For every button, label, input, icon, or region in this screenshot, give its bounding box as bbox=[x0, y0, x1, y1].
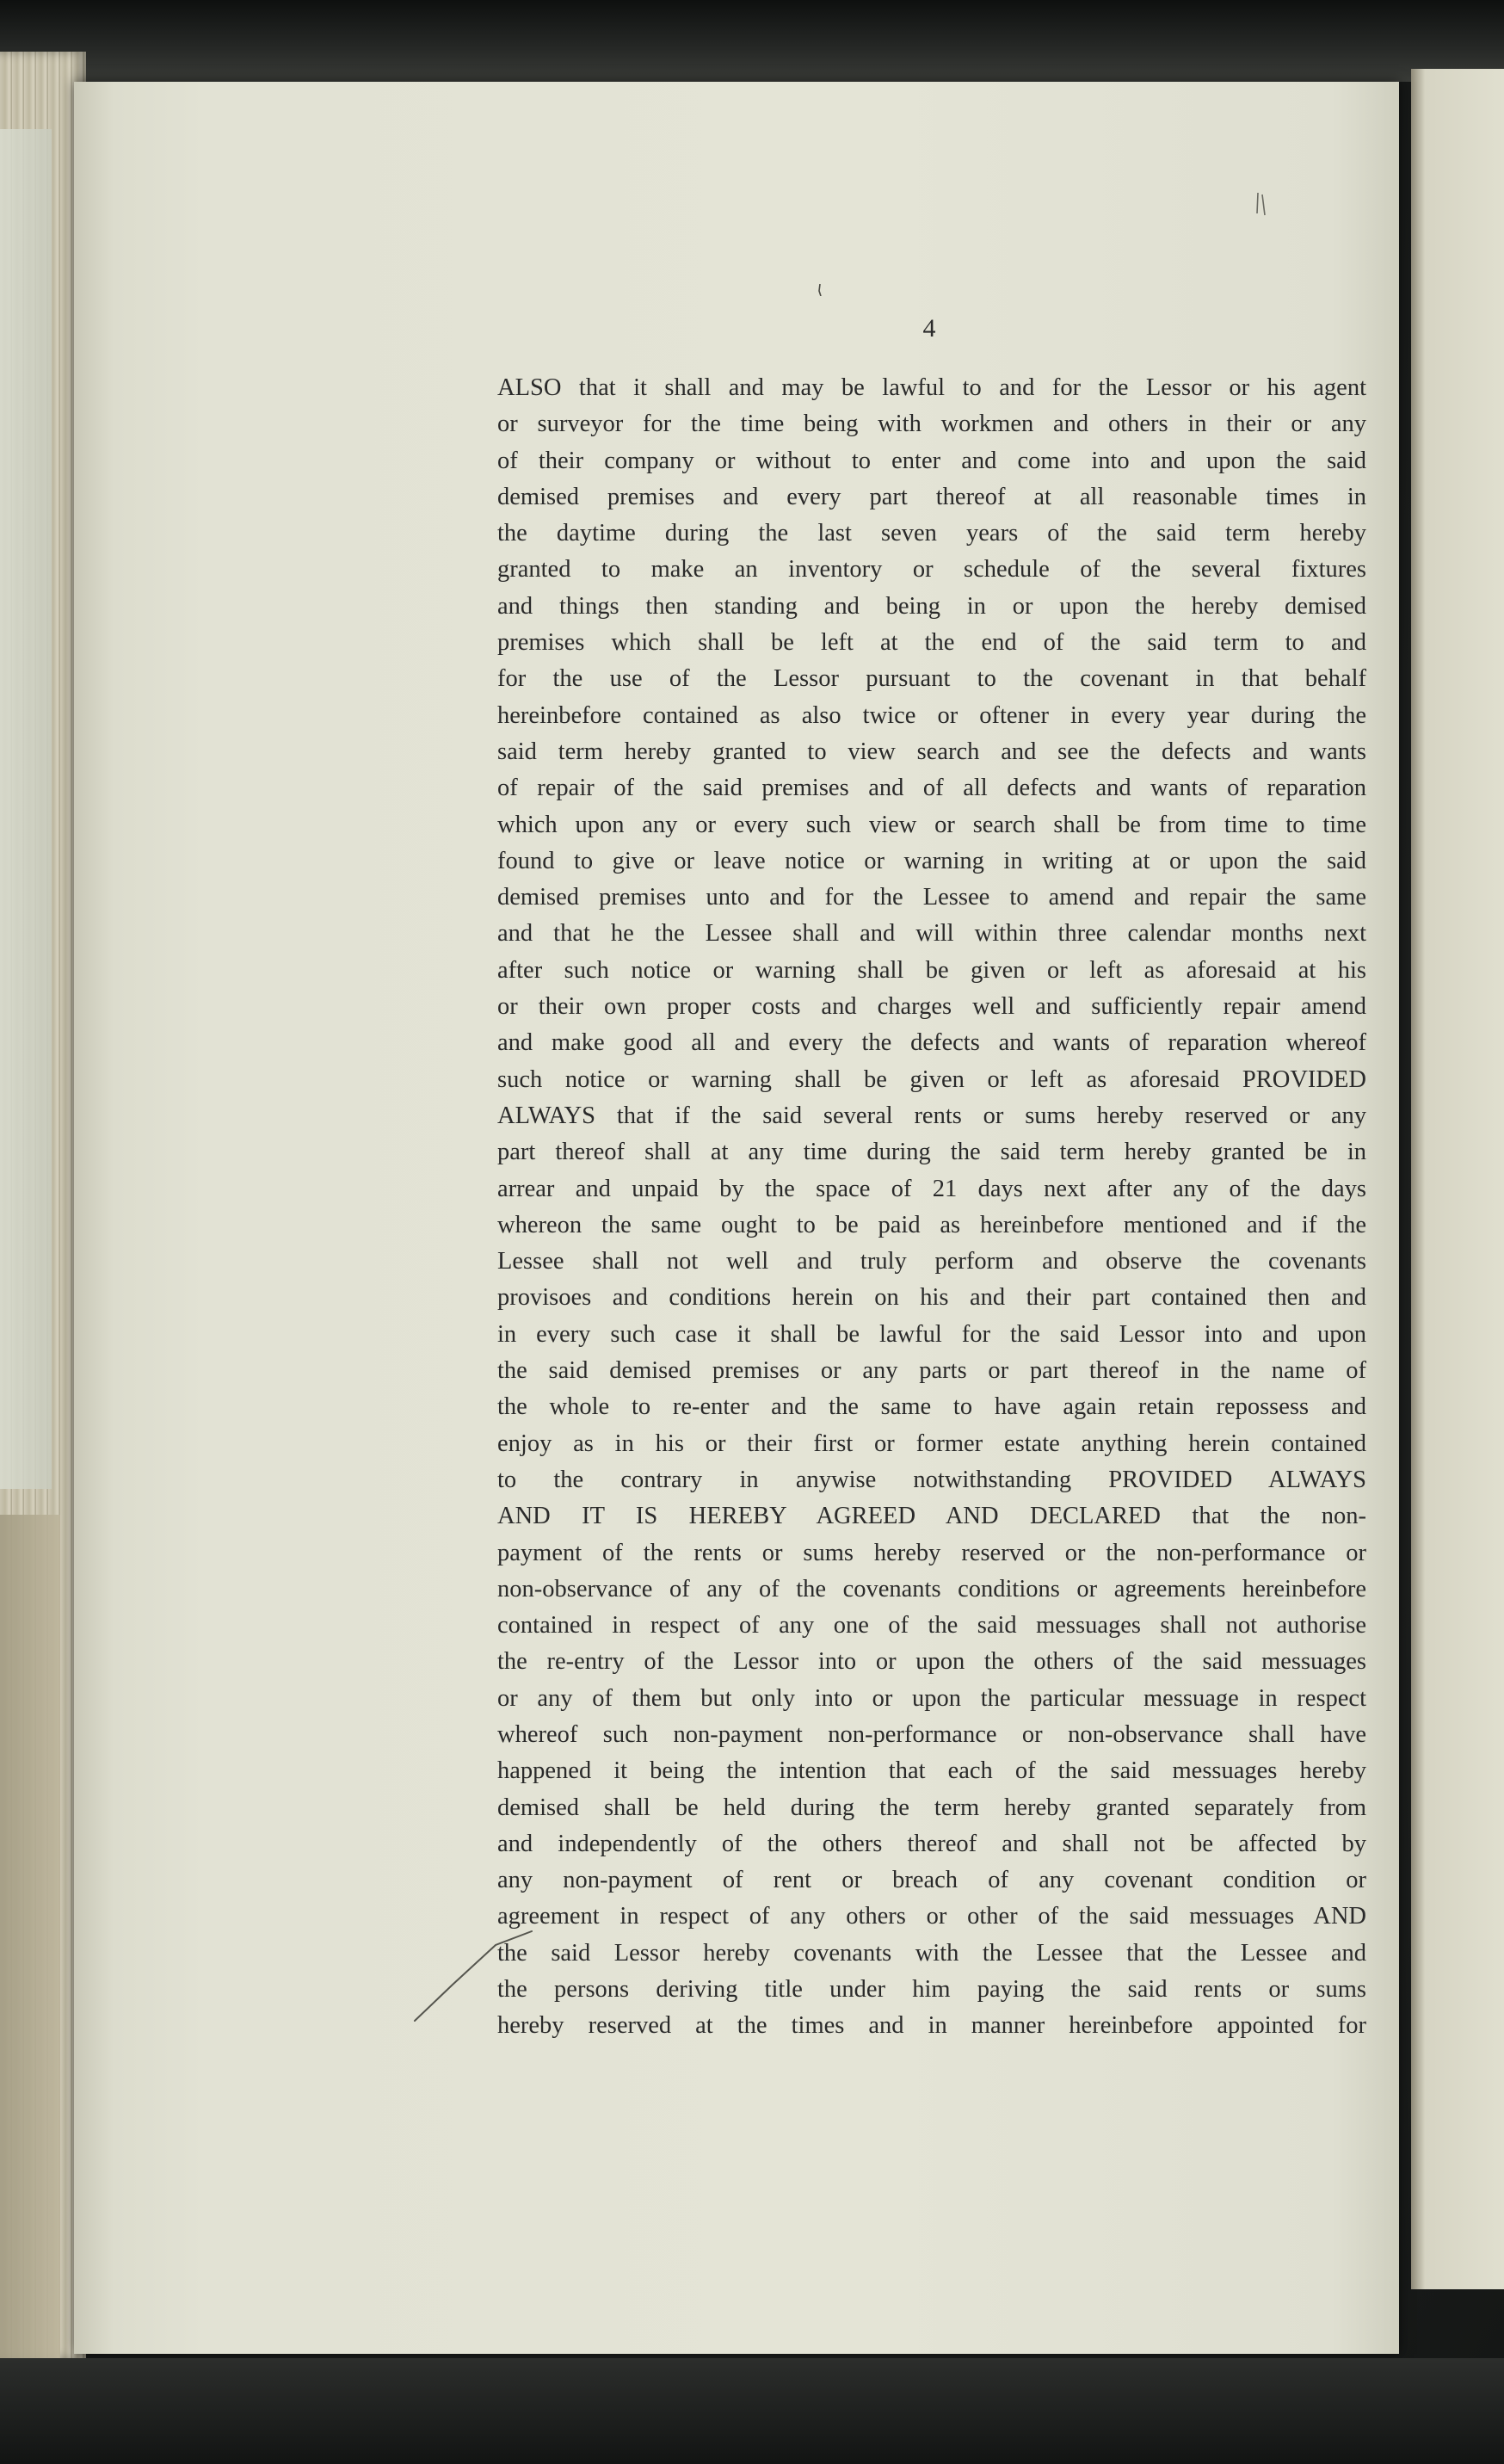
left-page-edge-light bbox=[0, 129, 52, 1489]
text-line: the daytime during the last seven years of the said term hereby bbox=[497, 520, 1366, 547]
text-line: demised premises and every part thereof at all reasonable times in bbox=[497, 483, 1366, 510]
left-page-edge-dark bbox=[0, 1515, 60, 2358]
margin-tick-mark bbox=[817, 284, 823, 296]
text-line: demised shall be held during the term hereby granted separately from bbox=[497, 1794, 1366, 1821]
text-line: part thereof shall at any time during the said term hereby granted be in bbox=[497, 1139, 1366, 1166]
text-line: to the contrary in anywise notwithstanding PROVIDED ALWAYS bbox=[497, 1466, 1366, 1493]
corner-ink-mark bbox=[1254, 191, 1268, 217]
text-line: contained in respect of any one of the said messuages shall not authorise bbox=[497, 1612, 1366, 1640]
text-line: granted to make an inventory or schedule of the several fixtures bbox=[497, 556, 1366, 584]
text-line: or any of them but only into or upon the particular messuage in respect bbox=[497, 1684, 1366, 1712]
page-number: 4 bbox=[922, 314, 936, 343]
text-line: provisoes and conditions herein on his and their part contained then and bbox=[497, 1284, 1366, 1312]
text-line: any non-payment of rent or breach of any covenant condition or bbox=[497, 1867, 1366, 1894]
text-line: said term hereby granted to view search and see the defects and wants bbox=[497, 738, 1366, 765]
text-line: hereby reserved at the times and in manner hereinbefore appointed for bbox=[497, 2012, 1366, 2040]
text-line: premises which shall be left at the end of the said term to and bbox=[497, 629, 1366, 657]
text-line: after such notice or warning shall be given or left as aforesaid at his bbox=[497, 956, 1366, 984]
text-line: the whole to re-enter and the same to have again retain repossess and bbox=[497, 1393, 1366, 1421]
text-line: or surveyor for the time being with workmen and others in their or any bbox=[497, 411, 1366, 438]
text-line: the said demised premises or any parts or part thereof in the name of bbox=[497, 1357, 1366, 1385]
text-line: arrear and unpaid by the space of 21 days next after any of the days bbox=[497, 1175, 1366, 1202]
text-line: in every such case it shall be lawful for the said Lessor into and upon bbox=[497, 1320, 1366, 1348]
text-line: and things then standing and being in or upon the hereby demised bbox=[497, 592, 1366, 620]
text-line: payment of the rents or sums hereby reserved or the non-performance or bbox=[497, 1539, 1366, 1566]
text-line: and independently of the others thereof and shall not be affected by bbox=[497, 1830, 1366, 1857]
text-line: which upon any or every such view or search shall be from time to time bbox=[497, 811, 1366, 838]
document-body-text bbox=[497, 370, 1366, 2045]
text-line: the said Lessor hereby covenants with the Lessee that the Lessee and bbox=[497, 1939, 1366, 1967]
text-line: for the use of the Lessor pursuant to the covenant in that behalf bbox=[497, 665, 1366, 693]
text-line: hereinbefore contained as also twice or oftener in every year during the bbox=[497, 701, 1366, 729]
text-line: whereon the same ought to be paid as hereinbefore mentioned and if the bbox=[497, 1211, 1366, 1238]
text-line: ALSO that it shall and may be lawful to and for the Lessor or his agent bbox=[497, 374, 1366, 401]
text-line: or their own proper costs and charges well and sufficiently repair amend bbox=[497, 993, 1366, 1021]
text-line: the persons deriving title under him paying the said rents or sums bbox=[497, 1976, 1366, 2004]
text-line: non-observance of any of the covenants conditions or agreements hereinbefore bbox=[497, 1575, 1366, 1603]
text-line: and make good all and every the defects and wants of reparation whereof bbox=[497, 1029, 1366, 1057]
text-line: enjoy as in his or their first or former estate anything herein contained bbox=[497, 1430, 1366, 1457]
binding-bottom-edge bbox=[0, 2358, 1504, 2464]
text-line: agreement in respect of any others or other of the said messuages AND bbox=[497, 1903, 1366, 1930]
binding-top-edge bbox=[0, 0, 1504, 82]
text-line: demised premises unto and for the Lessee to amend and repair the same bbox=[497, 884, 1366, 911]
text-line: of their company or without to enter and come into and upon the said bbox=[497, 447, 1366, 474]
text-line: of repair of the said premises and of all defects and wants of reparation bbox=[497, 775, 1366, 802]
pencil-margin-mark bbox=[413, 1928, 533, 2022]
text-line: ALWAYS that if the said several rents or sums hereby reserved or any bbox=[497, 1102, 1366, 1129]
text-line: whereof such non-payment non-performance or non-observance shall have bbox=[497, 1720, 1366, 1748]
text-line: Lessee shall not well and truly perform and observe the covenants bbox=[497, 1248, 1366, 1275]
adjacent-page-edge bbox=[1411, 69, 1504, 2289]
text-line: happened it being the intention that each of the said messuages hereby bbox=[497, 1757, 1366, 1785]
text-line: AND IT IS HEREBY AGREED AND DECLARED that the non- bbox=[497, 1503, 1366, 1530]
text-line: and that he the Lessee shall and will within three calendar months next bbox=[497, 920, 1366, 948]
text-line: such notice or warning shall be given or left as aforesaid PROVIDED bbox=[497, 1065, 1366, 1093]
text-line: found to give or leave notice or warning in writing at or upon the said bbox=[497, 847, 1366, 874]
text-line: the re-entry of the Lessor into or upon the others of the said messuages bbox=[497, 1648, 1366, 1676]
